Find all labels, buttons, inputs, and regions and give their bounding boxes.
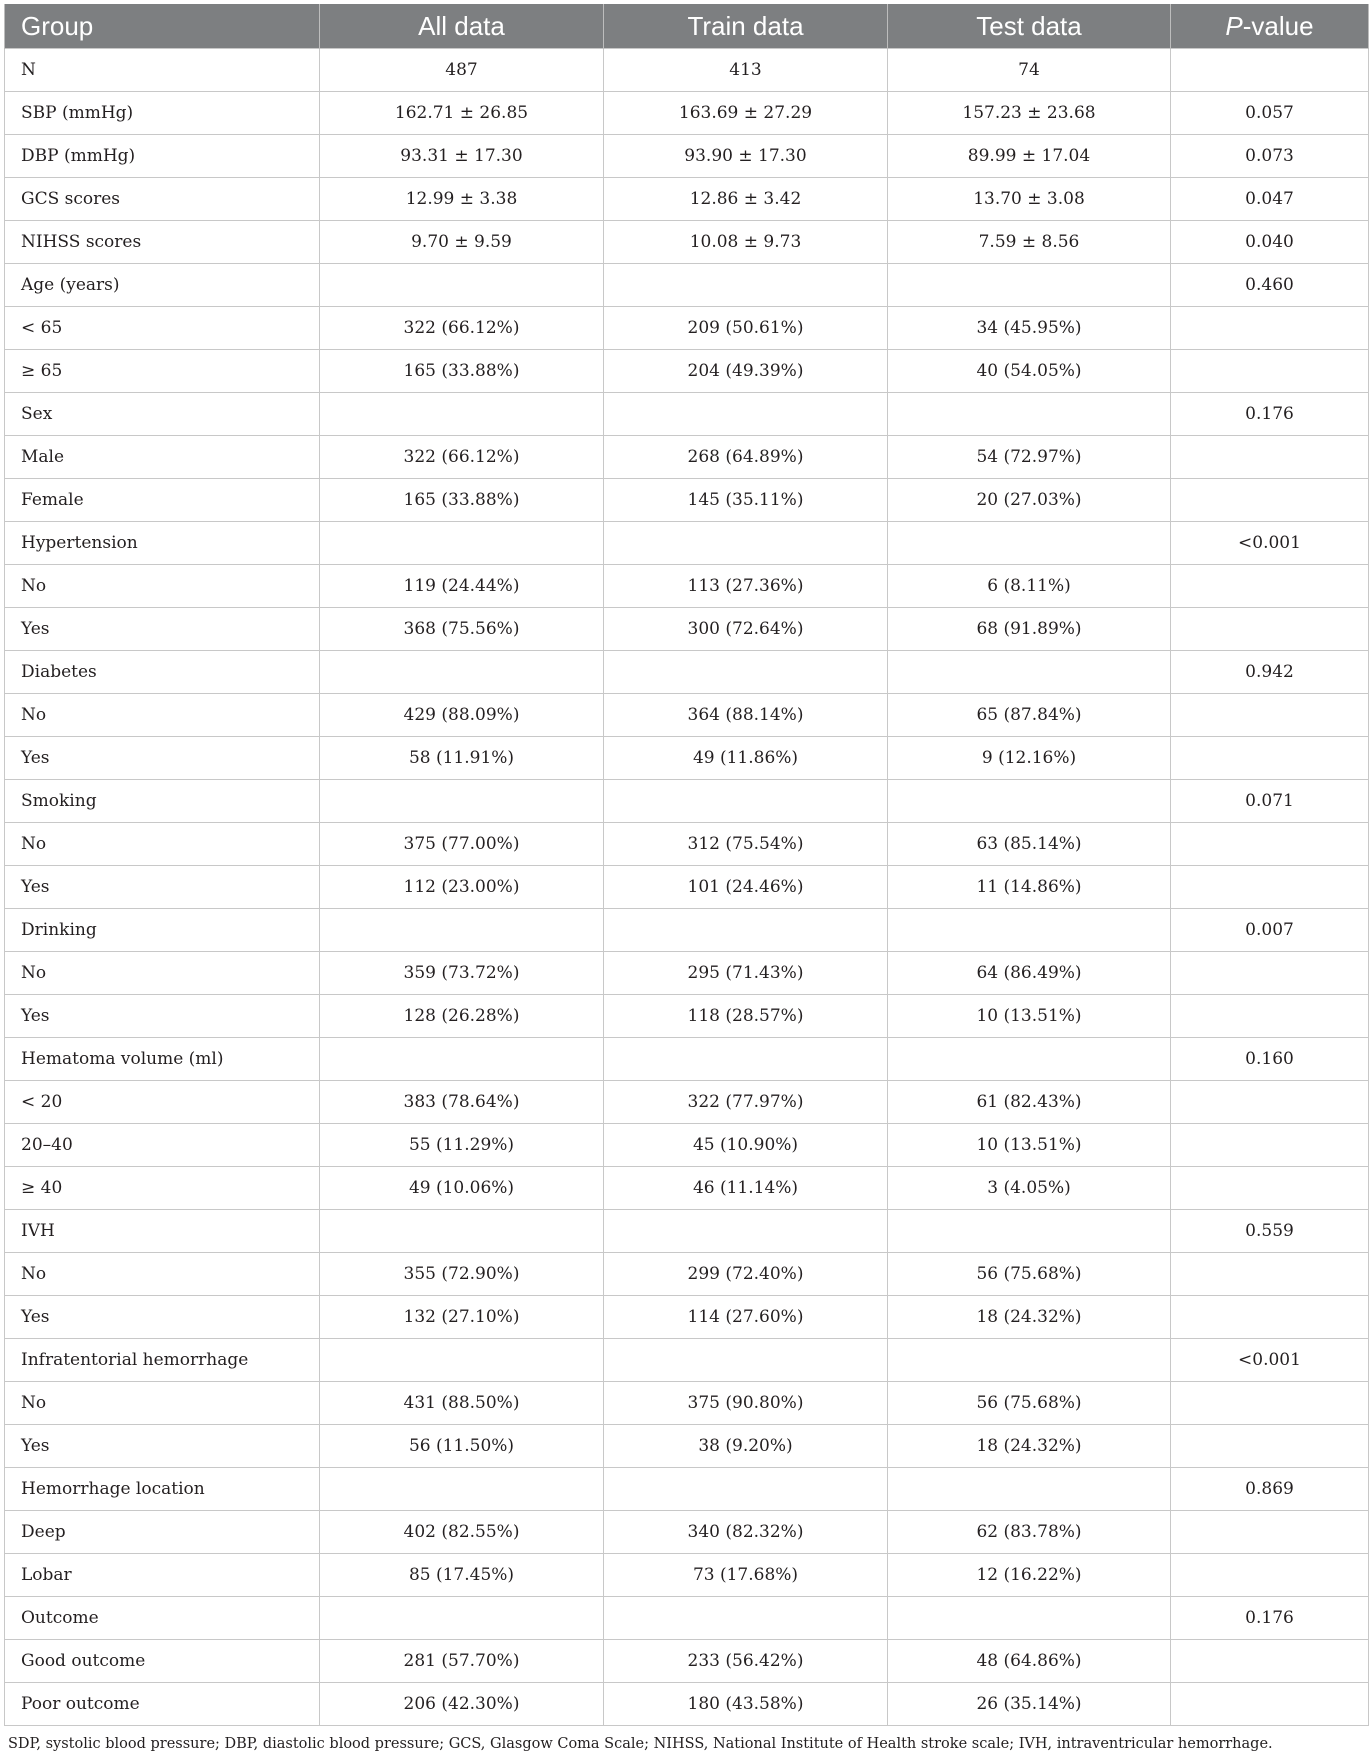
p-value-cell: 0.176 [1171, 393, 1369, 436]
p-value-cell [1171, 565, 1369, 608]
table-row [5, 608, 1369, 651]
all-data-cell: 162.71 ± 26.85 [320, 92, 604, 135]
all-data-cell: 165 (33.88%) [320, 479, 604, 522]
table-row [5, 1081, 1369, 1124]
row-label: Yes [5, 608, 320, 651]
table-row [5, 1640, 1369, 1683]
row-label: SBP (mmHg) [5, 92, 320, 135]
p-value-cell [1171, 823, 1369, 866]
all-data-cell: 402 (82.55%) [320, 1511, 604, 1554]
table-row [5, 1296, 1369, 1339]
p-value-cell [1171, 1081, 1369, 1124]
test-data-cell [888, 651, 1171, 694]
test-data-cell [888, 522, 1171, 565]
row-label: Hematoma volume (ml) [5, 1038, 320, 1081]
all-data-cell: 368 (75.56%) [320, 608, 604, 651]
row-label: < 65 [5, 307, 320, 350]
train-data-cell [604, 264, 888, 307]
all-data-cell: 206 (42.30%) [320, 1683, 604, 1726]
p-value-cell [1171, 1640, 1369, 1683]
row-label: Yes [5, 1296, 320, 1339]
row-label: Yes [5, 1425, 320, 1468]
train-data-cell: 118 (28.57%) [604, 995, 888, 1038]
all-data-cell: 112 (23.00%) [320, 866, 604, 909]
all-data-cell: 431 (88.50%) [320, 1382, 604, 1425]
test-data-cell [888, 393, 1171, 436]
test-data-cell [888, 1468, 1171, 1511]
all-data-cell: 58 (11.91%) [320, 737, 604, 780]
test-data-cell [888, 1339, 1171, 1382]
train-data-cell: 10.08 ± 9.73 [604, 221, 888, 264]
test-data-cell: 10 (13.51%) [888, 1124, 1171, 1167]
row-label: No [5, 1382, 320, 1425]
row-label: Yes [5, 737, 320, 780]
table-row [5, 737, 1369, 780]
p-value-cell [1171, 1124, 1369, 1167]
all-data-cell: 322 (66.12%) [320, 436, 604, 479]
p-value-cell [1171, 1554, 1369, 1597]
row-label: Deep [5, 1511, 320, 1554]
all-data-cell: 93.31 ± 17.30 [320, 135, 604, 178]
test-data-cell: 3 (4.05%) [888, 1167, 1171, 1210]
train-data-cell [604, 780, 888, 823]
all-data-cell [320, 1038, 604, 1081]
train-data-cell: 340 (82.32%) [604, 1511, 888, 1554]
train-data-cell: 46 (11.14%) [604, 1167, 888, 1210]
table-header-row [5, 4, 1369, 49]
train-data-cell [604, 1597, 888, 1640]
train-data-cell: 93.90 ± 17.30 [604, 135, 888, 178]
table-row [5, 780, 1369, 823]
p-value-cell: 0.942 [1171, 651, 1369, 694]
train-data-cell: 180 (43.58%) [604, 1683, 888, 1726]
p-value-cell [1171, 436, 1369, 479]
all-data-cell: 9.70 ± 9.59 [320, 221, 604, 264]
test-data-cell: 63 (85.14%) [888, 823, 1171, 866]
all-data-cell: 487 [320, 49, 604, 92]
row-label: Female [5, 479, 320, 522]
all-data-cell [320, 909, 604, 952]
test-data-cell: 89.99 ± 17.04 [888, 135, 1171, 178]
all-data-cell [320, 264, 604, 307]
p-value-cell [1171, 49, 1369, 92]
row-label: ≥ 40 [5, 1167, 320, 1210]
row-label: Poor outcome [5, 1683, 320, 1726]
table-row [5, 350, 1369, 393]
train-data-cell [604, 651, 888, 694]
test-data-cell: 7.59 ± 8.56 [888, 221, 1171, 264]
table-body [5, 49, 1369, 1726]
train-data-cell: 209 (50.61%) [604, 307, 888, 350]
all-data-cell [320, 1468, 604, 1511]
test-data-cell [888, 780, 1171, 823]
table-row [5, 1683, 1369, 1726]
row-label: Lobar [5, 1554, 320, 1597]
baseline-characteristics-table [4, 4, 1369, 1726]
p-value-cell [1171, 1382, 1369, 1425]
all-data-cell: 56 (11.50%) [320, 1425, 604, 1468]
all-data-cell [320, 780, 604, 823]
all-data-cell: 85 (17.45%) [320, 1554, 604, 1597]
table-row [5, 178, 1369, 221]
test-data-cell [888, 1210, 1171, 1253]
all-data-cell: 12.99 ± 3.38 [320, 178, 604, 221]
all-data-cell: 49 (10.06%) [320, 1167, 604, 1210]
p-value-cell [1171, 737, 1369, 780]
table-row [5, 221, 1369, 264]
test-data-cell: 12 (16.22%) [888, 1554, 1171, 1597]
p-value-cell [1171, 1167, 1369, 1210]
row-label: Infratentorial hemorrhage [5, 1339, 320, 1382]
p-value-cell: 0.047 [1171, 178, 1369, 221]
test-data-cell: 11 (14.86%) [888, 866, 1171, 909]
train-data-cell: 375 (90.80%) [604, 1382, 888, 1425]
table-row [5, 522, 1369, 565]
table-row [5, 1167, 1369, 1210]
p-value-cell [1171, 479, 1369, 522]
table-row [5, 651, 1369, 694]
all-data-cell: 375 (77.00%) [320, 823, 604, 866]
row-label: No [5, 694, 320, 737]
test-data-cell: 26 (35.14%) [888, 1683, 1171, 1726]
row-label: Sex [5, 393, 320, 436]
train-data-cell: 101 (24.46%) [604, 866, 888, 909]
all-data-cell: 165 (33.88%) [320, 350, 604, 393]
train-data-cell: 413 [604, 49, 888, 92]
all-data-cell: 322 (66.12%) [320, 307, 604, 350]
train-data-cell: 145 (35.11%) [604, 479, 888, 522]
train-data-cell [604, 1038, 888, 1081]
p-value-cell [1171, 1511, 1369, 1554]
train-data-cell [604, 522, 888, 565]
row-label: Outcome [5, 1597, 320, 1640]
header-p-letter: P [1225, 10, 1243, 41]
table-row [5, 952, 1369, 995]
train-data-cell [604, 1468, 888, 1511]
row-label: Yes [5, 995, 320, 1038]
p-value-cell: 0.460 [1171, 264, 1369, 307]
train-data-cell: 300 (72.64%) [604, 608, 888, 651]
train-data-cell: 299 (72.40%) [604, 1253, 888, 1296]
table-row [5, 92, 1369, 135]
train-data-cell [604, 1210, 888, 1253]
row-label: Male [5, 436, 320, 479]
train-data-cell: 49 (11.86%) [604, 737, 888, 780]
header-train-data: Train data [604, 4, 888, 49]
row-label: GCS scores [5, 178, 320, 221]
p-value-cell [1171, 1425, 1369, 1468]
all-data-cell [320, 1339, 604, 1382]
p-value-cell [1171, 952, 1369, 995]
table-row [5, 479, 1369, 522]
p-value-cell: 0.073 [1171, 135, 1369, 178]
p-value-cell: 0.071 [1171, 780, 1369, 823]
test-data-cell: 56 (75.68%) [888, 1253, 1171, 1296]
table-row [5, 823, 1369, 866]
all-data-cell: 281 (57.70%) [320, 1640, 604, 1683]
p-value-cell: 0.040 [1171, 221, 1369, 264]
train-data-cell [604, 393, 888, 436]
test-data-cell: 20 (27.03%) [888, 479, 1171, 522]
p-value-cell: 0.160 [1171, 1038, 1369, 1081]
table-row [5, 1554, 1369, 1597]
test-data-cell: 34 (45.95%) [888, 307, 1171, 350]
table-row [5, 1210, 1369, 1253]
test-data-cell: 9 (12.16%) [888, 737, 1171, 780]
test-data-cell [888, 909, 1171, 952]
row-label: Smoking [5, 780, 320, 823]
p-value-cell: 0.176 [1171, 1597, 1369, 1640]
table-row [5, 909, 1369, 952]
header-value-suffix: -value [1242, 10, 1314, 41]
all-data-cell: 383 (78.64%) [320, 1081, 604, 1124]
all-data-cell [320, 522, 604, 565]
p-value-cell [1171, 350, 1369, 393]
row-label: Good outcome [5, 1640, 320, 1683]
p-value-cell: 0.559 [1171, 1210, 1369, 1253]
train-data-cell: 233 (56.42%) [604, 1640, 888, 1683]
train-data-cell: 364 (88.14%) [604, 694, 888, 737]
train-data-cell: 295 (71.43%) [604, 952, 888, 995]
row-label: DBP (mmHg) [5, 135, 320, 178]
p-value-cell: <0.001 [1171, 1339, 1369, 1382]
row-label: NIHSS scores [5, 221, 320, 264]
test-data-cell: 18 (24.32%) [888, 1296, 1171, 1339]
train-data-cell: 45 (10.90%) [604, 1124, 888, 1167]
all-data-cell: 55 (11.29%) [320, 1124, 604, 1167]
all-data-cell [320, 651, 604, 694]
row-label: 20–40 [5, 1124, 320, 1167]
p-value-cell [1171, 866, 1369, 909]
p-value-cell [1171, 995, 1369, 1038]
test-data-cell: 74 [888, 49, 1171, 92]
train-data-cell: 114 (27.60%) [604, 1296, 888, 1339]
test-data-cell: 62 (83.78%) [888, 1511, 1171, 1554]
data-table-container [4, 4, 1368, 1726]
row-label: No [5, 823, 320, 866]
table-row [5, 1511, 1369, 1554]
all-data-cell: 359 (73.72%) [320, 952, 604, 995]
test-data-cell: 6 (8.11%) [888, 565, 1171, 608]
row-label: No [5, 1253, 320, 1296]
p-value-cell: 0.007 [1171, 909, 1369, 952]
p-value-cell [1171, 1253, 1369, 1296]
header-all-data: All data [320, 4, 604, 49]
row-label: < 20 [5, 1081, 320, 1124]
test-data-cell: 18 (24.32%) [888, 1425, 1171, 1468]
test-data-cell: 13.70 ± 3.08 [888, 178, 1171, 221]
row-label: ≥ 65 [5, 350, 320, 393]
table-row [5, 1038, 1369, 1081]
table-row [5, 1382, 1369, 1425]
p-value-cell [1171, 608, 1369, 651]
p-value-cell: 0.057 [1171, 92, 1369, 135]
test-data-cell: 157.23 ± 23.68 [888, 92, 1171, 135]
header-p-value [1171, 4, 1369, 49]
p-value-cell [1171, 1296, 1369, 1339]
train-data-cell [604, 1339, 888, 1382]
table-row [5, 866, 1369, 909]
table-row [5, 307, 1369, 350]
row-label: IVH [5, 1210, 320, 1253]
header-group: Group [5, 4, 320, 49]
test-data-cell: 40 (54.05%) [888, 350, 1171, 393]
train-data-cell: 73 (17.68%) [604, 1554, 888, 1597]
table-row [5, 1253, 1369, 1296]
all-data-cell: 429 (88.09%) [320, 694, 604, 737]
all-data-cell [320, 1210, 604, 1253]
test-data-cell: 68 (91.89%) [888, 608, 1171, 651]
all-data-cell [320, 393, 604, 436]
table-row [5, 694, 1369, 737]
all-data-cell: 128 (26.28%) [320, 995, 604, 1038]
p-value-cell [1171, 307, 1369, 350]
p-value-cell [1171, 694, 1369, 737]
p-value-cell [1171, 1683, 1369, 1726]
table-row [5, 565, 1369, 608]
table-row [5, 436, 1369, 479]
test-data-cell: 65 (87.84%) [888, 694, 1171, 737]
all-data-cell: 119 (24.44%) [320, 565, 604, 608]
table-row [5, 995, 1369, 1038]
test-data-cell: 64 (86.49%) [888, 952, 1171, 995]
train-data-cell: 204 (49.39%) [604, 350, 888, 393]
row-label: Age (years) [5, 264, 320, 307]
train-data-cell [604, 909, 888, 952]
row-label: No [5, 952, 320, 995]
table-footnote: SDP, systolic blood pressure; DBP, diastolic blood pressure; GCS, Glasgow Coma Scale; NIHSS, National Institute of Health stroke scale; IVH, intraventricular hemorrhage. [8, 1736, 1273, 1752]
test-data-cell: 61 (82.43%) [888, 1081, 1171, 1124]
table-row [5, 135, 1369, 178]
table-row [5, 1597, 1369, 1640]
header-test-data: Test data [888, 4, 1171, 49]
train-data-cell: 312 (75.54%) [604, 823, 888, 866]
row-label: N [5, 49, 320, 92]
table-row [5, 1339, 1369, 1382]
train-data-cell: 12.86 ± 3.42 [604, 178, 888, 221]
train-data-cell: 163.69 ± 27.29 [604, 92, 888, 135]
row-label: No [5, 565, 320, 608]
test-data-cell [888, 1597, 1171, 1640]
p-value-cell: <0.001 [1171, 522, 1369, 565]
train-data-cell: 268 (64.89%) [604, 436, 888, 479]
all-data-cell [320, 1597, 604, 1640]
row-label: Yes [5, 866, 320, 909]
table-row [5, 1425, 1369, 1468]
all-data-cell: 132 (27.10%) [320, 1296, 604, 1339]
train-data-cell: 322 (77.97%) [604, 1081, 888, 1124]
table-row [5, 49, 1369, 92]
test-data-cell: 56 (75.68%) [888, 1382, 1171, 1425]
train-data-cell: 113 (27.36%) [604, 565, 888, 608]
test-data-cell: 54 (72.97%) [888, 436, 1171, 479]
row-label: Hypertension [5, 522, 320, 565]
row-label: Drinking [5, 909, 320, 952]
row-label: Diabetes [5, 651, 320, 694]
all-data-cell: 355 (72.90%) [320, 1253, 604, 1296]
table-row [5, 1468, 1369, 1511]
table-row [5, 393, 1369, 436]
test-data-cell: 48 (64.86%) [888, 1640, 1171, 1683]
train-data-cell: 38 (9.20%) [604, 1425, 888, 1468]
table-row [5, 264, 1369, 307]
test-data-cell [888, 1038, 1171, 1081]
p-value-cell: 0.869 [1171, 1468, 1369, 1511]
test-data-cell: 10 (13.51%) [888, 995, 1171, 1038]
test-data-cell [888, 264, 1171, 307]
table-row [5, 1124, 1369, 1167]
row-label: Hemorrhage location [5, 1468, 320, 1511]
